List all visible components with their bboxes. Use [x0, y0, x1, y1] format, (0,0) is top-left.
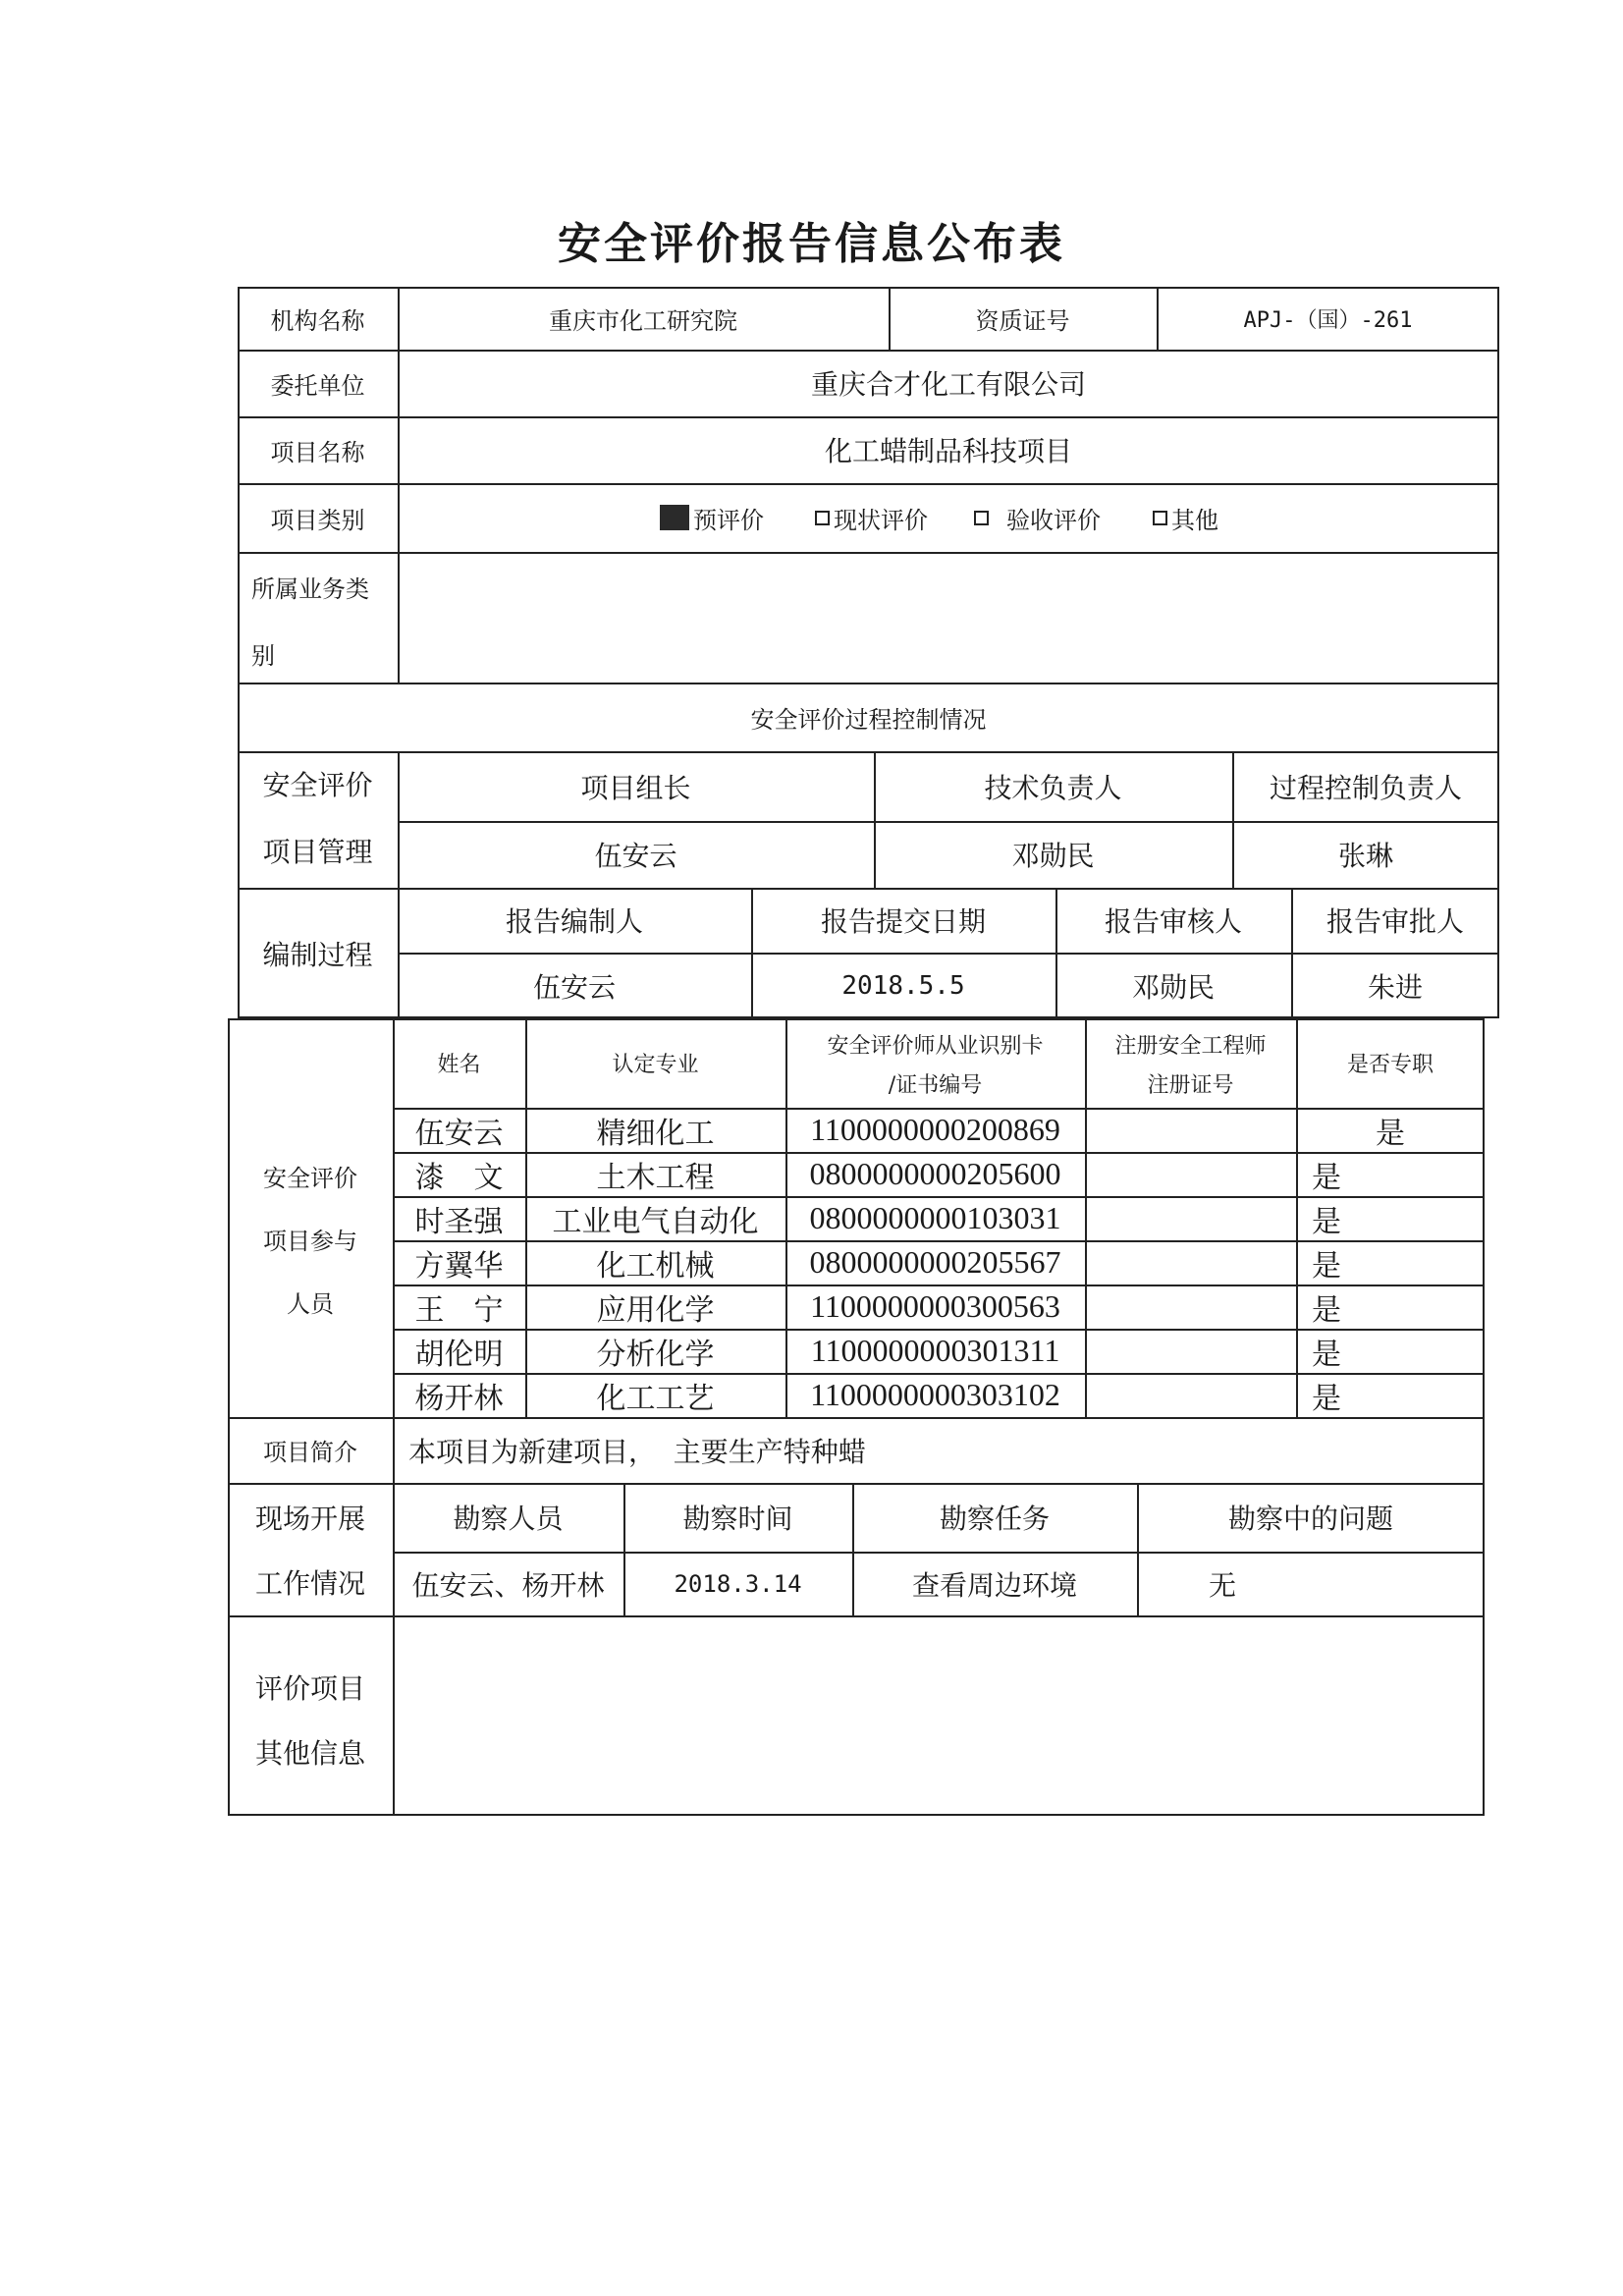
cert-value: APJ-（国）-261: [1243, 307, 1413, 333]
participants-header-fulltime: 是否专职: [1346, 1053, 1434, 1077]
site-header-issues: 勘察中的问题: [1227, 1503, 1393, 1535]
category-option-label: 验收评价: [1006, 506, 1101, 534]
participant-reg: [1085, 1240, 1296, 1285]
participant-name: 时圣强: [414, 1204, 504, 1239]
category-option-acceptance[interactable]: [974, 503, 1101, 532]
category-option-label: 其他: [1171, 506, 1218, 534]
site-value-issues: 无: [1208, 1568, 1236, 1602]
site-value-task: 查看周边环境: [911, 1568, 1077, 1602]
participant-card: 0800000000205600: [809, 1156, 1061, 1191]
participant-reg: [1085, 1285, 1296, 1329]
participant-card: 0800000000103031: [809, 1200, 1061, 1235]
participant-name: 伍安云: [414, 1116, 504, 1151]
site-header-people: 勘察人员: [453, 1503, 564, 1535]
category-option-other[interactable]: [1153, 503, 1218, 532]
checkbox-empty-icon: [815, 511, 830, 525]
management-value-leader: 伍安云: [594, 840, 677, 872]
project-label: 项目名称: [270, 438, 365, 466]
participant-reg: [1085, 1329, 1296, 1373]
other-value: [393, 1615, 1485, 1816]
summary-value: 本项目为新建项目， 主要生产特种蜡: [408, 1435, 866, 1468]
participant-name: 杨开林: [414, 1381, 504, 1416]
participant-reg: [1085, 1108, 1296, 1152]
participant-name: 胡伦明: [414, 1337, 504, 1372]
participant-name: 方翼华: [414, 1248, 504, 1284]
other-label: 评价项目 其他信息: [254, 1672, 365, 1770]
compile-label: 编制过程: [262, 938, 373, 971]
management-value-tech: 邓勋民: [1011, 840, 1095, 872]
participant-major: 分析化学: [596, 1337, 715, 1372]
participant-fulltime: 是: [1312, 1160, 1341, 1195]
participants-header-reg: 注册安全工程师 注册证号: [1114, 1033, 1267, 1098]
compile-value-author: 伍安云: [532, 970, 616, 1004]
participant-fulltime: 是: [1312, 1292, 1341, 1328]
site-header-task: 勘察任务: [939, 1503, 1050, 1535]
participants-label: 安全评价 项目参与 人员: [263, 1164, 357, 1318]
business-label: 所属业务类 别: [251, 575, 369, 670]
participant-name: 王 宁: [414, 1292, 504, 1328]
management-header-tech: 技术负责人: [984, 771, 1122, 804]
compile-header-author: 报告编制人: [505, 905, 643, 938]
category-option-pre[interactable]: [660, 503, 764, 532]
participant-major: 化工工艺: [596, 1381, 715, 1416]
participants-header-major: 认定专业: [612, 1053, 699, 1077]
participant-reg: [1085, 1152, 1296, 1196]
cert-label: 资质证号: [975, 306, 1070, 335]
management-label: 安全评价 项目管理: [262, 769, 373, 868]
participants-header-card: 安全评价师从业识别卡 /证书编号: [827, 1033, 1044, 1098]
compile-value-approver: 朱进: [1367, 970, 1423, 1004]
participant-fulltime: 是: [1312, 1248, 1341, 1284]
site-header-time: 勘察时间: [682, 1503, 793, 1535]
site-value-time: 2018.3.14: [674, 1569, 802, 1598]
category-option-label: 现状评价: [834, 506, 928, 534]
compile-header-reviewer: 报告审核人: [1104, 905, 1242, 938]
summary-label: 项目简介: [263, 1439, 357, 1466]
checkbox-empty-icon: [974, 511, 989, 525]
participant-major: 精细化工: [596, 1116, 715, 1151]
participant-major: 化工机械: [596, 1248, 715, 1284]
compile-value-reviewer: 邓勋民: [1131, 970, 1215, 1004]
participant-name: 漆 文: [414, 1160, 504, 1195]
participant-major: 应用化学: [596, 1292, 715, 1328]
participant-reg: [1085, 1373, 1296, 1417]
site-value-people: 伍安云、杨开林: [411, 1568, 605, 1602]
participant-card: 1100000000200869: [810, 1112, 1060, 1147]
participants-header-name: 姓名: [437, 1053, 481, 1077]
category-label: 项目类别: [270, 506, 365, 534]
participant-fulltime: 是: [1312, 1381, 1341, 1416]
org-name-label: 机构名称: [270, 306, 365, 335]
management-header-leader: 项目组长: [580, 771, 691, 804]
participant-fulltime: 是: [1312, 1204, 1341, 1239]
checkbox-checked-icon: [660, 505, 689, 530]
management-value-control: 张琳: [1337, 840, 1393, 872]
participant-fulltime: 是: [1312, 1337, 1341, 1372]
compile-value-date: 2018.5.5: [841, 970, 965, 1001]
checkbox-empty-icon: [1153, 511, 1167, 525]
management-header-control: 过程控制负责人: [1269, 771, 1462, 804]
participant-card: 0800000000205567: [809, 1244, 1061, 1280]
client-value: 重庆合才化工有限公司: [810, 368, 1086, 401]
participant-fulltime: 是: [1376, 1116, 1405, 1151]
business-value: [398, 552, 1499, 683]
category-option-current[interactable]: [815, 503, 928, 532]
participant-card: 1100000000301311: [810, 1333, 1060, 1368]
site-label: 现场开展 工作情况: [254, 1503, 365, 1600]
participant-major: 工业电气自动化: [552, 1204, 759, 1239]
participant-reg: [1085, 1196, 1296, 1240]
participant-major: 土木工程: [596, 1160, 715, 1195]
compile-header-date: 报告提交日期: [820, 905, 986, 938]
org-name-value: 重庆市化工研究院: [549, 306, 737, 335]
participant-card: 1100000000300563: [810, 1288, 1060, 1324]
client-label: 委托单位: [270, 371, 365, 400]
project-value: 化工蜡制品科技项目: [824, 435, 1072, 467]
page-title: 安全评价报告信息公布表: [558, 219, 1065, 269]
compile-header-approver: 报告审批人: [1325, 905, 1464, 938]
process-heading: 安全评价过程控制情况: [750, 705, 987, 734]
participant-card: 1100000000303102: [810, 1377, 1060, 1412]
category-option-label: 预评价: [693, 506, 764, 534]
